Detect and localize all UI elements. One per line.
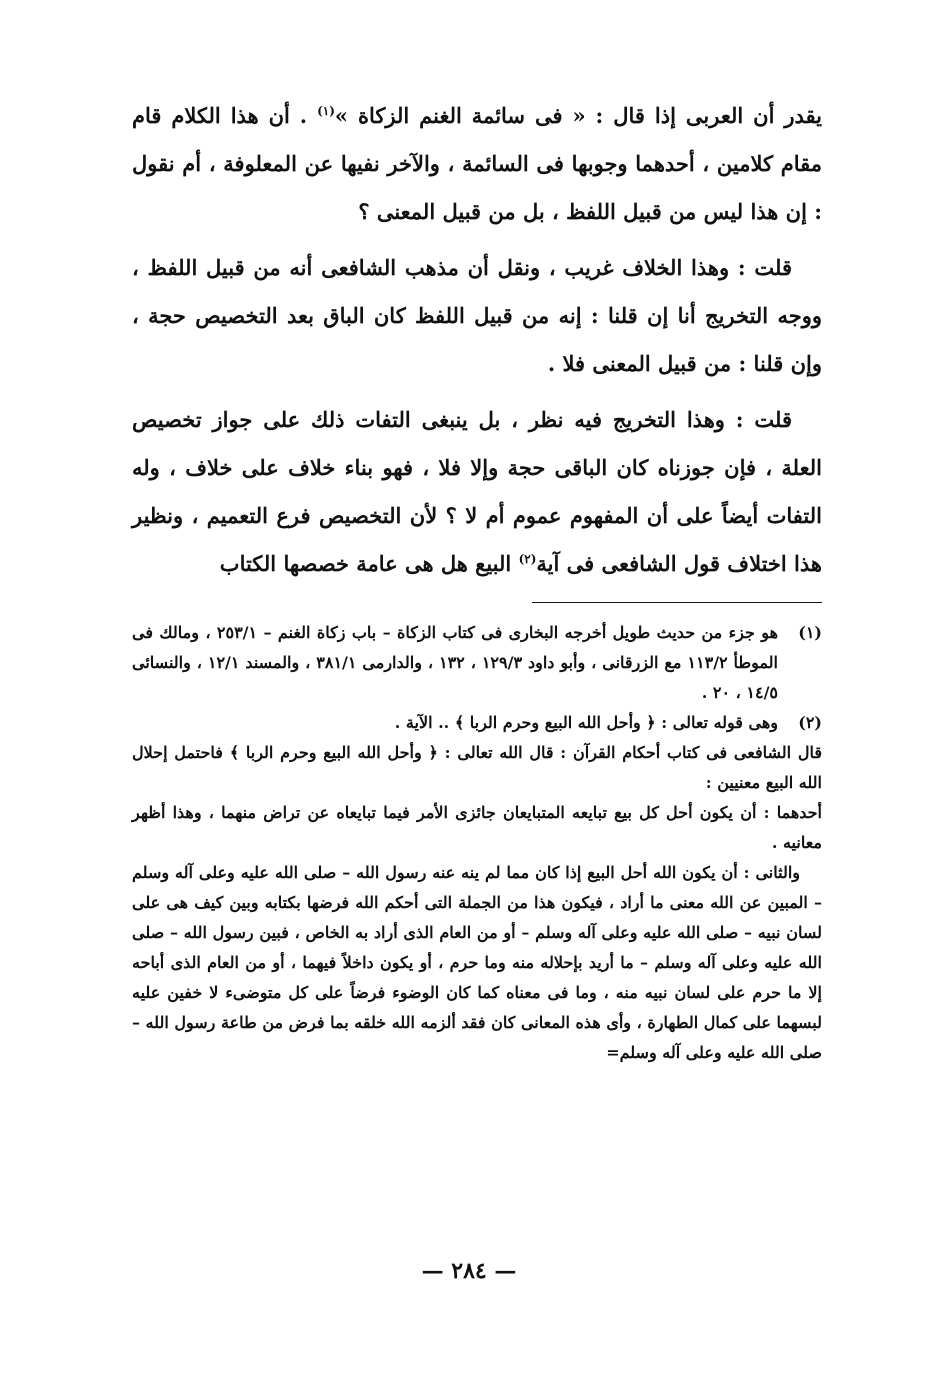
footnote-2-number: (٢)	[798, 713, 822, 732]
footnote-2-line-1-b: .. الآية .	[394, 713, 455, 732]
footnote-2	[132, 708, 822, 738]
footnote-1-text: هو جزء من حديث طويل أخرجه البخارى فى كتاب الزكاة – باب زكاة الغنم – ٢٥٣/١ ، ومالك فى الموطأ ١١٣/٢ مع الزرقانى ، وأبو داود ١٢٩/٣ ، ١٣٢ ، والدارمى ٣٨١/١ ، والمسند ١٢/١ ، والنسائى ١٤/٥ ، ٢٠ .	[132, 623, 779, 702]
footnote-1-body	[132, 618, 778, 708]
footnote-ref-2: (٢)	[518, 552, 537, 566]
paragraph-1-part-a: يقدر أن العربى إذا قال : « فى سائمة الغنم الزكاة »	[334, 103, 822, 128]
footnote-2-line-2-a: قال الشافعى فى كتاب أحكام القرآن : قال الله تعالى :	[437, 743, 823, 762]
footnote-2-line-3: أحدهما : أن يكون أحل كل بيع تبايعه المتبايعان جائزى الأمر فيما تبايعاه عن تراض منهما ، وهذا أظهر معانيه .	[132, 803, 822, 852]
page-number: — ٢٨٤ —	[421, 1258, 517, 1284]
footnote-ref-1: (١)	[317, 104, 335, 118]
footnote-2-continuation	[132, 738, 822, 1068]
quran-verse-1: ﴿ وأحل الله البيع وحرم الربا ﴾	[454, 713, 656, 732]
main-text	[132, 92, 822, 596]
footnote-2-line-2-b: فاحتمل إحلال الله البيع معنيين :	[132, 743, 822, 792]
paragraph-3	[132, 396, 822, 588]
paragraph-1	[132, 92, 822, 236]
footnote-divider	[532, 602, 822, 603]
paragraph-3-part-a: قلت : وهذا التخريج فيه نظر ، بل ينبغى التفات ذلك على جواز تخصيص العلة ، فإن جوزناه كان الباقى حجة وإلا فلا ، فهو بناء خلاف على خلاف ، وله التفات أيضاً على أن المفهوم عموم أم لا ؟ لأن التخصيص فرع التعميم ، ونظير هذا اختلاف قول الشافعى فى آية	[132, 407, 822, 576]
quran-verse-2: ﴿ وأحل الله البيع وحرم الربا ﴾	[229, 743, 438, 762]
footnote-2-line-1	[132, 708, 778, 738]
footnote-2-line-1-a: وهى قوله تعالى :	[655, 713, 778, 732]
footnote-2-line-2	[132, 738, 822, 798]
paragraph-1-part-b: . أن هذا الكلام قام مقام كلامين ، أحدهما وجوبها فى السائمة ، والآخر نفيها عن المعلوفة ، أم نقول : إن هذا ليس من قبيل اللفظ ، بل من قبيل المعنى ؟	[132, 103, 822, 224]
paragraph-3-part-b: البيع هل هى عامة خصصها الكتاب	[219, 551, 519, 576]
footnotes	[132, 618, 822, 1068]
paragraph-2: قلت : وهذا الخلاف غريب ، ونقل أن مذهب الشافعى أنه من قبيل اللفظ ، ووجه التخريج أنا إن قلنا : إنه من قبيل اللفظ كان الباق بعد التخصيص حجة ، وإن قلنا : من قبيل المعنى فلا .	[132, 255, 822, 376]
footnote-2-line-4: والثانى : أن يكون الله أحل البيع إذا كان مما لم ينه عنه رسول الله – صلى الله عليه وعلى آله وسلم – المبين عن الله معنى ما أراد ، فيكون هذا من الجملة التى أحكم الله فرضها بكتابه وبين كيف هى على لسان نبيه – صلى الله عليه وعلى آله وسلم – أو من العام الذى أراد به الخاص ، فبين رسول الله – صلى الله عليه وعلى آله وسلم – ما أريد بإحلاله منه وما حرم ، أو يكون داخلاً فيهما ، أو من العام الذى أباحه إلا ما حرم على لسان نبيه منه ، وما فى معناه كما كان الوضوء فرضاً على كل متوضىء لا خفين عليه لبسهما على كمال الطهارة ، وأى هذه المعانى كان فقد ألزمه الله خلقه بما فرض من طاعة رسول الله – صلى الله عليه وعلى آله وسلم=	[132, 863, 823, 1062]
footnote-2-body	[132, 708, 778, 738]
footnote-1	[132, 618, 822, 708]
footnote-1-number: (١)	[798, 623, 822, 642]
